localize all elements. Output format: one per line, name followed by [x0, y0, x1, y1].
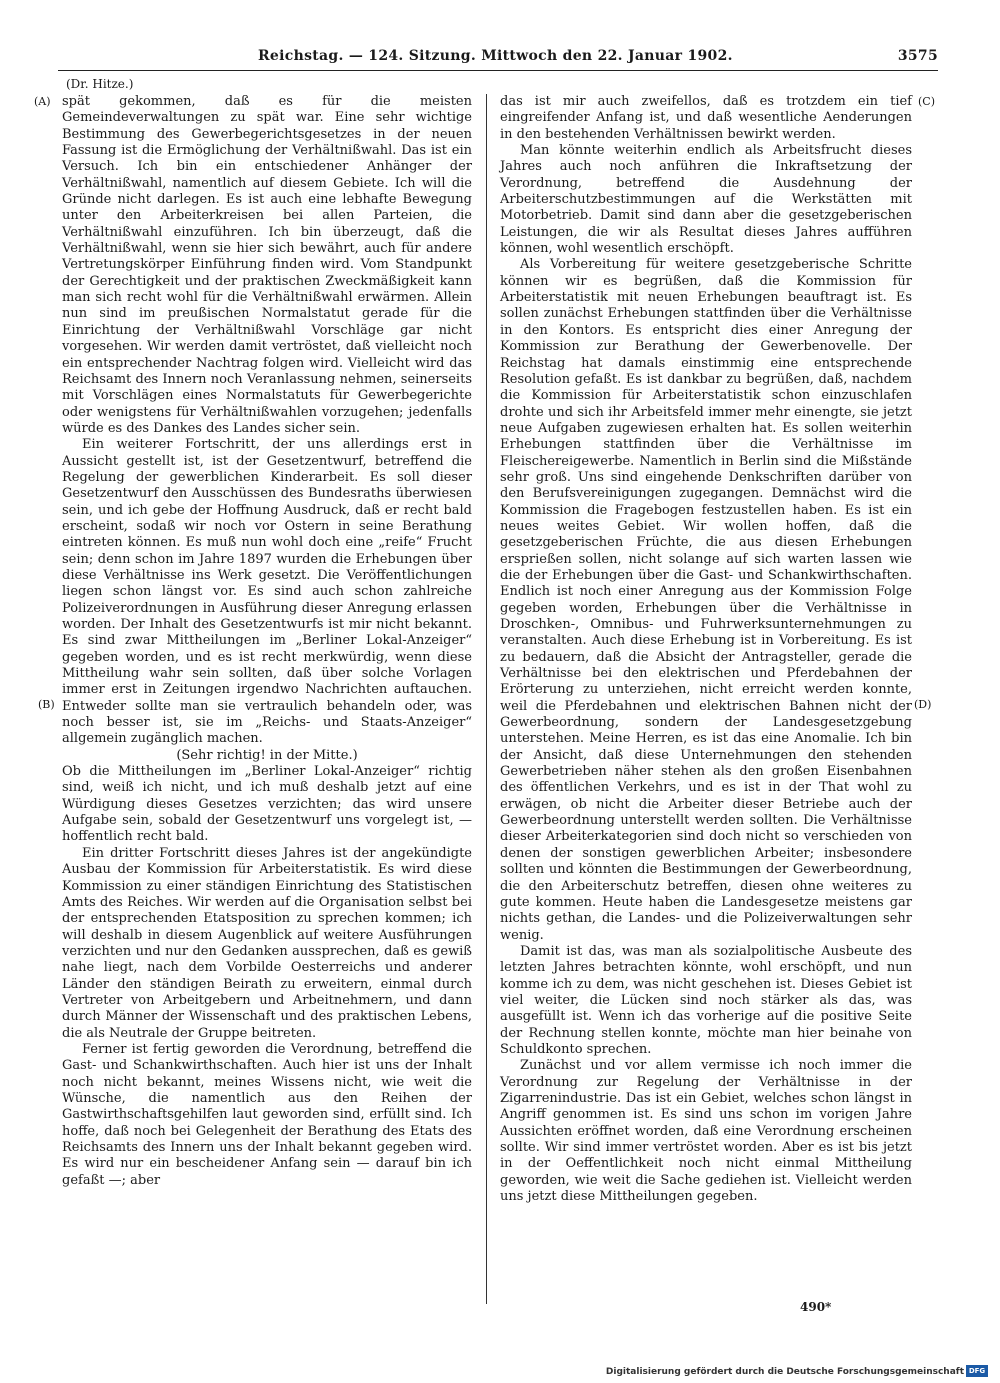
margin-marker-b: (B) — [38, 698, 55, 711]
right-column — [500, 94, 912, 1205]
paragraph: Ein weiterer Fortschritt, der uns allerdings erst in Aussicht gestellt ist, ist der Gesetzentwurf, betreffend die Regelung der gewerblichen Kinderarbeit. Es soll dieser Gesetzentwurf den Ausschüssen des Bundesraths überwiesen sein, und ich gebe der Hoffnung Ausdruck, daß er recht bald erscheint, sodaß wir noch vor Ostern in seine Berathung eintreten können. Es muß nun wohl doch eine „reife“ Frucht sein; denn schon im Jahre 1897 wurden die Erhebungen über diese Verhältnisse ins Werk gesetzt. Die Veröffentlichungen liegen schon längst vor. Es sind auch schon zahlreiche Polizeiverordnungen in Ausführung dieser Anregung erlassen worden. Der Inhalt des Gesetzentwurfs ist mir nicht bekannt. Es sind zwar Mittheilungen im „Berliner Lokal-Anzeiger“ gegeben worden, und es ist recht merkwürdig, wenn diese Mittheilung wahr sein sollten, daß über solche Vorlagen immer erst in Zeitungen irgendwo Nachrichten auftauchen. Entweder sollte man sie vertraulich behandeln oder, was noch besser ist, sie im „Reichs- und Staats-Anzeiger“ allgemein zugänglich machen. — [62, 437, 472, 747]
paragraph: Ein dritter Fortschritt dieses Jahres ist der angekündigte Ausbau der Kommission für Arbeiterstatistik. Es wird diese Kommission zu einer ständigen Einrichtung des Statistischen Amts des Reiches. Wir werden auf die Organisation selbst bei der entsprechenden Etatsposition zu sprechen kommen; ich will deshalb in diesem Augenblick auf weitere Ausführungen verzichten und nur den Gedanken aussprechen, daß es gewiß nahe liegt, nach dem Vorbilde Oesterreichs und anderer Länder den ständigen Beirath zu erweitern, einmal durch Vertreter von Arbeitgebern und Arbeitnehmern, und dann durch Männer der Wissenschaft und des praktischen Lebens, die als Neutrale der Gruppe beitreten. — [62, 845, 472, 1041]
interjection: (Sehr richtig! in der Mitte.) — [176, 747, 358, 763]
digitization-credit: Digitalisierung gefördert durch die Deutsche Forschungsgemeinschaft — [605, 1367, 964, 1377]
margin-marker-d: (D) — [914, 698, 932, 711]
paragraph: Als Vorbereitung für weitere gesetzgeberische Schritte können wir es begrüßen, daß die Kommission für Arbeiterstatistik mit neuen Erhebungen beauftragt ist. Es sollen zunächst Erhebungen stattfinden über die Verhältnisse in den Kontors. Es entspricht dies einer Anregung der Kommission zur Berathung der Gewerbenovelle. Der Reichstag hat damals einstimmig eine entsprechende Resolution gefaßt. Es ist dankbar zu begrüßen, daß, nachdem die Kommission für Arbeiterstatistik schon einzuschlafen drohte und sich ihr Arbeitsfeld immer mehr einengte, sie jetzt neue Aufgaben zugewiesen erhalten hat. Es sollen weiterhin Erhebungen stattfinden über die Verhältnisse im Fleischereigewerbe. Namentlich in Berlin sind die Mißstände sehr groß. Uns sind eingehende Denkschriften darüber von den Berufsvereinigungen zugegangen. Demnächst wird die Kommission die Fragebogen festzustellen haben. Es ist ein neues weites Gebiet. Wir wollen hoffen, daß die gesetzgeberischen Früchte, die aus diesen Erhebungen ersprießen sollen, nicht solange auf sich warten lassen wie die der Erhebungen über die Gast- und Schankwirthschaften. Endlich ist noch einer Anregung aus der Kommission Folge gegeben worden, Erhebungen über die Verhältnisse in Droschken-, Omnibus- und Fuhrwerksunternehmungen zu veranstalten. Auch diese Erhebung ist in Vorbereitung. Es ist zu bedauern, daß die Absicht der Antragsteller, gerade die Verhältnisse bei den elektrischen und Pferdebahnen der Erörterung zu unterziehen, nicht erreicht werden konnte, weil die Pferdebahnen und elektrischen Bahnen nicht der Gewerbeordnung, sondern der Landesgesetzgebung unterstehen. Meine Herren, es ist das eine Anomalie. Ich bin der Ansicht, daß diese Unternehmungen den stehenden Gewerbetrieben näher stehen als den großen Eisenbahnen des öffentlichen Verkehrs, und es ist in der That wohl zu erwägen, ob nicht die Arbeiter dieser Betriebe auch der Gewerbeordnung unterstellt werden sollten. Die Verhältnisse dieser Arbeiterkategorien sind doch nicht so verschieden von denen der sonstigen gewerblichen Arbeiter; insbesondere sollten und könnten die Bestimmungen der Gewerbeordnung, die den Arbeiterschutz betreffen, diesen ohne weiteres zu gute kommen. Heute haben die Landesgesetze meistens gar nichts gethan, die Landes- und die Polizeiverwaltungen sehr wenig. — [500, 257, 912, 943]
paragraph: spät gekommen, daß es für die meisten Gemeindeverwaltungen zu spät war. Eine sehr wichtige Bestimmung des Gewerbegerichtsgesetzes in der neuen Fassung ist die Ermöglichung der Verhältnißwahl. Das ist ein Versuch. Ich bin ein entschiedener Anhänger der Verhältnißwahl, namentlich auf diesem Gebiete. Ich will die Gründe nicht darlegen. Es ist auch eine lebhafte Bewegung unter den Arbeiterkreisen bei allen Parteien, die Verhältnißwahl einzuführen. Ich bin überzeugt, daß die Verhältnißwahl, wenn sie hier sich bewährt, auch für andere Vertretungskörper Einführung finden wird. Vom Standpunkt der Gerechtigkeit und der praktischen Zweckmäßigkeit kann man sich recht wohl für die Verhältnißwahl erwärmen. Allein nun sind im preußischen Normalstatut gerade für die Einrichtung der Verhältnißwahl Vorschläge gar nicht vorgesehen. Wir werden damit vertröstet, daß vielleicht noch ein entsprechender Nachtrag folgen wird. Vielleicht wird das Reichsamt des Innern noch Veranlassung nehmen, seinerseits mit Vorschlägen eines Normalstatuts für Gewerbegerichte oder wenigstens für Verhältnißwahlen vorzugehen; jedenfalls würde es des Dankes des Landes sicher sein. — [62, 94, 472, 436]
paragraph: Man könnte weiterhin endlich als Arbeitsfrucht dieses Jahres auch noch anführen die Inkraftsetzung der Verordnung, betreffend die Ausdehnung der Arbeiterschutzbestimmungen auf die Werkstätten mit Motorbetrieb. Damit sind dann aber die gesetzgeberischen Leistungen, die wir als Resultat dieses Jahres aufführen können, wohl wesentlich erschöpft. — [500, 143, 912, 257]
running-header — [58, 48, 938, 71]
left-column — [62, 94, 472, 1189]
sheet-signature: 490* — [800, 1300, 832, 1314]
paragraph: Zunächst und vor allem vermisse ich noch immer die Verordnung zur Regelung der Verhältnisse in der Zigarrenindustrie. Das ist ein Gebiet, welches schon längst in Angriff genommen ist. Es sind uns schon im vorigen Jahre Aussichten eröffnet worden, daß eine Verordnung erscheinen sollte. Wir sind immer vertröstet worden. Aber es ist bis jetzt in der Oeffentlichkeit noch nicht einmal Mittheilung geworden, wie weit die Sache gediehen ist. Vielleicht werden uns jetzt diese Mittheilungen gegeben. — [500, 1058, 912, 1205]
margin-marker-c: (C) — [918, 95, 935, 108]
paragraph: das ist mir auch zweifellos, daß es trotzdem ein tief eingreifender Anfang ist, und daß wesentliche Aenderungen in den bestehenden Verhältnissen bewirkt werden. — [500, 94, 912, 142]
header-title: Reichstag. — 124. Sitzung. Mittwoch den 22. Januar 1902. — [258, 48, 733, 64]
paragraph: Ferner ist fertig geworden die Verordnung, betreffend die Gast- und Schankwirthschaften. Auch hier ist uns der Inhalt noch nicht bekannt, meines Wissens nicht, wie weit die Wünsche, die namentlich aus den Reihen der Gastwirthschaftsgehilfen laut geworden sind, erfüllt sind. Ich hoffe, daß noch bei Gelegenheit der Berathung des Etats des Reichsamts des Innern uns der Inhalt bekannt gegeben wird. Es wird nur ein bescheidener Anfang sein — darauf bin ich gefaßt —; aber — [62, 1041, 472, 1188]
paragraph: Ob die Mittheilungen im „Berliner Lokal-Anzeiger“ richtig sind, weiß ich nicht, und ich muß deshalb jetzt auf eine Würdigung dieses Gesetzes verzichten; das wird unsere Aufgabe sein, sobald der Gesetzentwurf uns vorgelegt ist, — hoffentlich recht bald. — [62, 764, 472, 845]
dfg-logo: DFG — [966, 1365, 988, 1377]
page-number: 3575 — [897, 48, 938, 64]
speaker-label: (Dr. Hitze.) — [66, 77, 134, 91]
paragraph: Damit ist das, was man als sozialpolitische Ausbeute des letzten Jahres betrachten könnte, wohl erschöpft, und nun komme ich zu dem, was nicht geschehen ist. Dieses Gebiet ist viel weiter, die Lücken sind noch stärker als das, was ausgefüllt ist. Wenn ich das vorherige auf die positive Seite der Rechnung stellen konnte, möchte man hier beinahe von Schuldkonto sprechen. — [500, 943, 912, 1057]
column-divider — [486, 94, 487, 1304]
margin-marker-a: (A) — [34, 95, 51, 108]
